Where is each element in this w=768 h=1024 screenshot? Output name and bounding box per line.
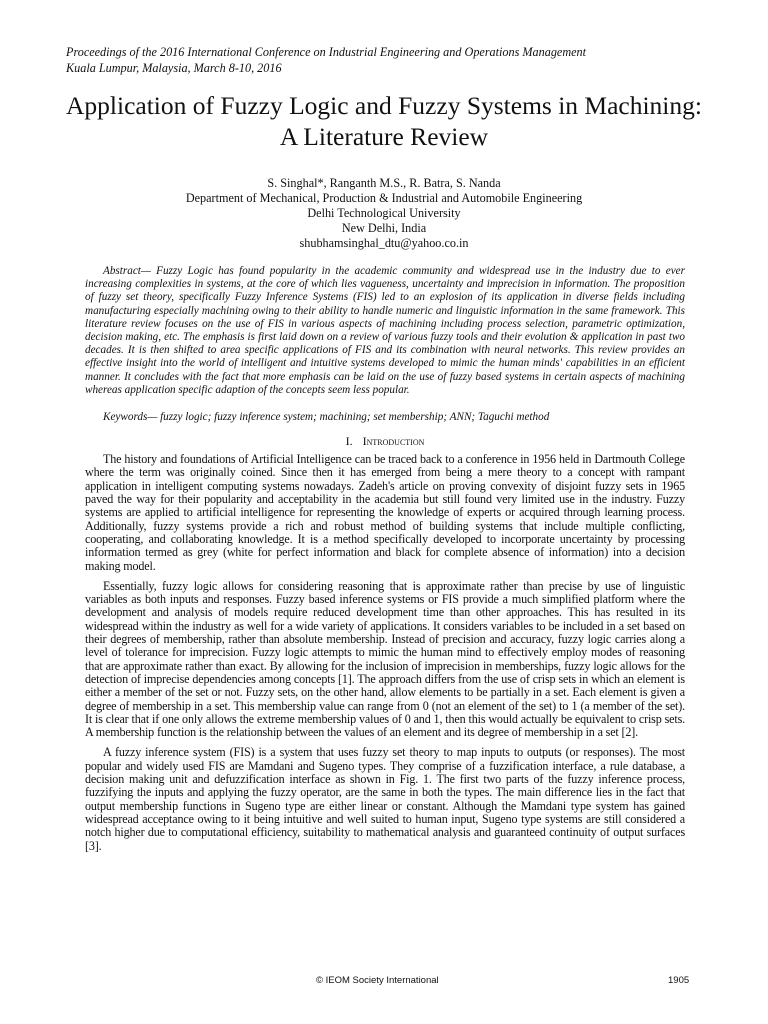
abstract: Abstract— Fuzzy Logic has found popularity in the academic community and widespread use in the industry due to ever increasing complexities in systems, at the core of which lies vagueness, uncertainty and imprecision in information. The proposition of fuzzy set theory, specifically Fuzzy Inference Systems (FIS) led to an explosion of its application in diverse fields including manufacturing especially machining owing to their ability to handle numeric and linguistic information in the same framework. This literature review focuses on the use of FIS in various aspects of machining including process selection, parametric optimization, decision making, etc. The emphasis is first laid down on a review of various fuzzy tools and their evolution & application in past two decades. It is then shifted to area specific applications of FIS and its combination with neural networks. This review provides an effective insight into the world of intelligent and intuitive systems developed to mimic the human minds' capabilities in an efficient manner. It concludes with the fact that more emphasis can be laid on the use of fuzzy based systems in certain aspects of machining whereas application specific adaption of the concepts seem less popular. xyxy=(85,265,685,396)
body-text xyxy=(85,453,685,859)
section-heading xyxy=(85,434,685,448)
section-number: I. xyxy=(345,434,353,448)
section-title: Introduction xyxy=(362,434,425,448)
author-university: Delhi Technological University xyxy=(307,206,461,220)
paragraph: A fuzzy inference system (FIS) is a system that uses fuzzy set theory to map inputs to outputs (or responses). The most popular and widely used FIS are Mamdani and Sugeno types. They comprise of a fuzzification interface, a rule database, a decision making unit and defuzzification interface as shown in Fig. 1. The first two parts of the fuzzy inference process, fuzzifying the inputs and applying the fuzzy operator, are the same in both the types. The main difference lies in the fact that output membership functions in Sugeno type are either linear or constant. Although the Mamdani type system has gained widespread acceptance owing to it being intuitive and well suited to human input, Sugeno type systems are still considered a notch higher due to computational efficiency, suitability to mathematical analysis and guaranteed continuity of output surfaces [3]. xyxy=(85,745,685,853)
paragraph: Essentially, fuzzy logic allows for considering reasoning that is approximate rather than precise by use of linguistic variables as both inputs and responses. Fuzzy based inference systems or FIS provide a much simplified platform where the development and analysis of models require reduced development time than other approaches. This has resulted in its widespread within the industry as well for a wide variety of applications. It considers variables to be included in a set based on their degrees of membership, rather than absolute membership. Instead of precision and accuracy, fuzzy logic carries along a level of tolerance for imprecision. Fuzzy logic attempts to mimic the human mind to effectively employ modes of reasoning that are approximate rather than exact. By allowing for the inclusion of imprecision in memberships, fuzzy logic allows for the detection of imprecise dependencies among concepts [1]. The approach differs from the use of crisp sets in which an element is either a member of the set or not. Fuzzy sets, on the other hand, allow elements to be partially in a set. Each element is given a degree of membership in a set. This membership value can range from 0 (not an element of the set) to 1 (a member of the set). It is clear that if one only allows the extreme membership values of 0 and 1, then this would actually be equivalent to crisp sets. A membership function is the relationship between the values of an element and its degree of membership in a set [2]. xyxy=(85,578,685,740)
author-department: Department of Mechanical, Production & Industrial and Automobile Engineering xyxy=(185,191,583,205)
title-line-2: A Literature Review xyxy=(279,122,489,151)
paper-title xyxy=(40,90,728,152)
keywords: Keywords— fuzzy logic; fuzzy inference system; machining; set membership; ANN; Taguchi method xyxy=(103,411,550,423)
author-names: S. Singhal*, Ranganth M.S., R. Batra, S. Nanda xyxy=(267,176,501,190)
conference-name: Proceedings of the 2016 International Conference on Industrial Engineering and Operations Management xyxy=(66,45,587,59)
author-location: New Delhi, India xyxy=(341,221,427,235)
page-number: 1905 xyxy=(668,975,690,986)
author-block xyxy=(40,176,728,251)
paragraph: The history and foundations of Artificial Intelligence can be traced back to a conference in 1956 held in Dartmouth College where the term was originally coined. Since then it has emerged from being a mere theory to a concept with rampant application in intelligent computing systems nowadays. Zadeh's article on proving convexity of disjoint fuzzy sets in 1965 paved the way for their popularity and acceptability in the academia but still found very limited use in the industry. Fuzzy systems are applied to artificial intelligence for representing the knowledge of experts or acquired through learning process. Additionally, fuzzy systems provide a rich and robust method of building systems that include multiple conflicting, cooperating, and collaborating knowledge. It is a method specifically developed to incorporate uncertainty by processing information termed as grey (white for perfect information and black for complete absence of information) into a decision making model. xyxy=(85,452,685,573)
conference-location: Kuala Lumpur, Malaysia, March 8-10, 2016 xyxy=(66,61,282,75)
author-email[interactable]: shubhamsinghal_dtu@yahoo.co.in xyxy=(299,236,469,250)
title-line-1: Application of Fuzzy Logic and Fuzzy Systems in Machining: xyxy=(66,91,702,120)
footer-copyright: © IEOM Society International xyxy=(316,975,439,986)
running-header xyxy=(66,44,586,76)
